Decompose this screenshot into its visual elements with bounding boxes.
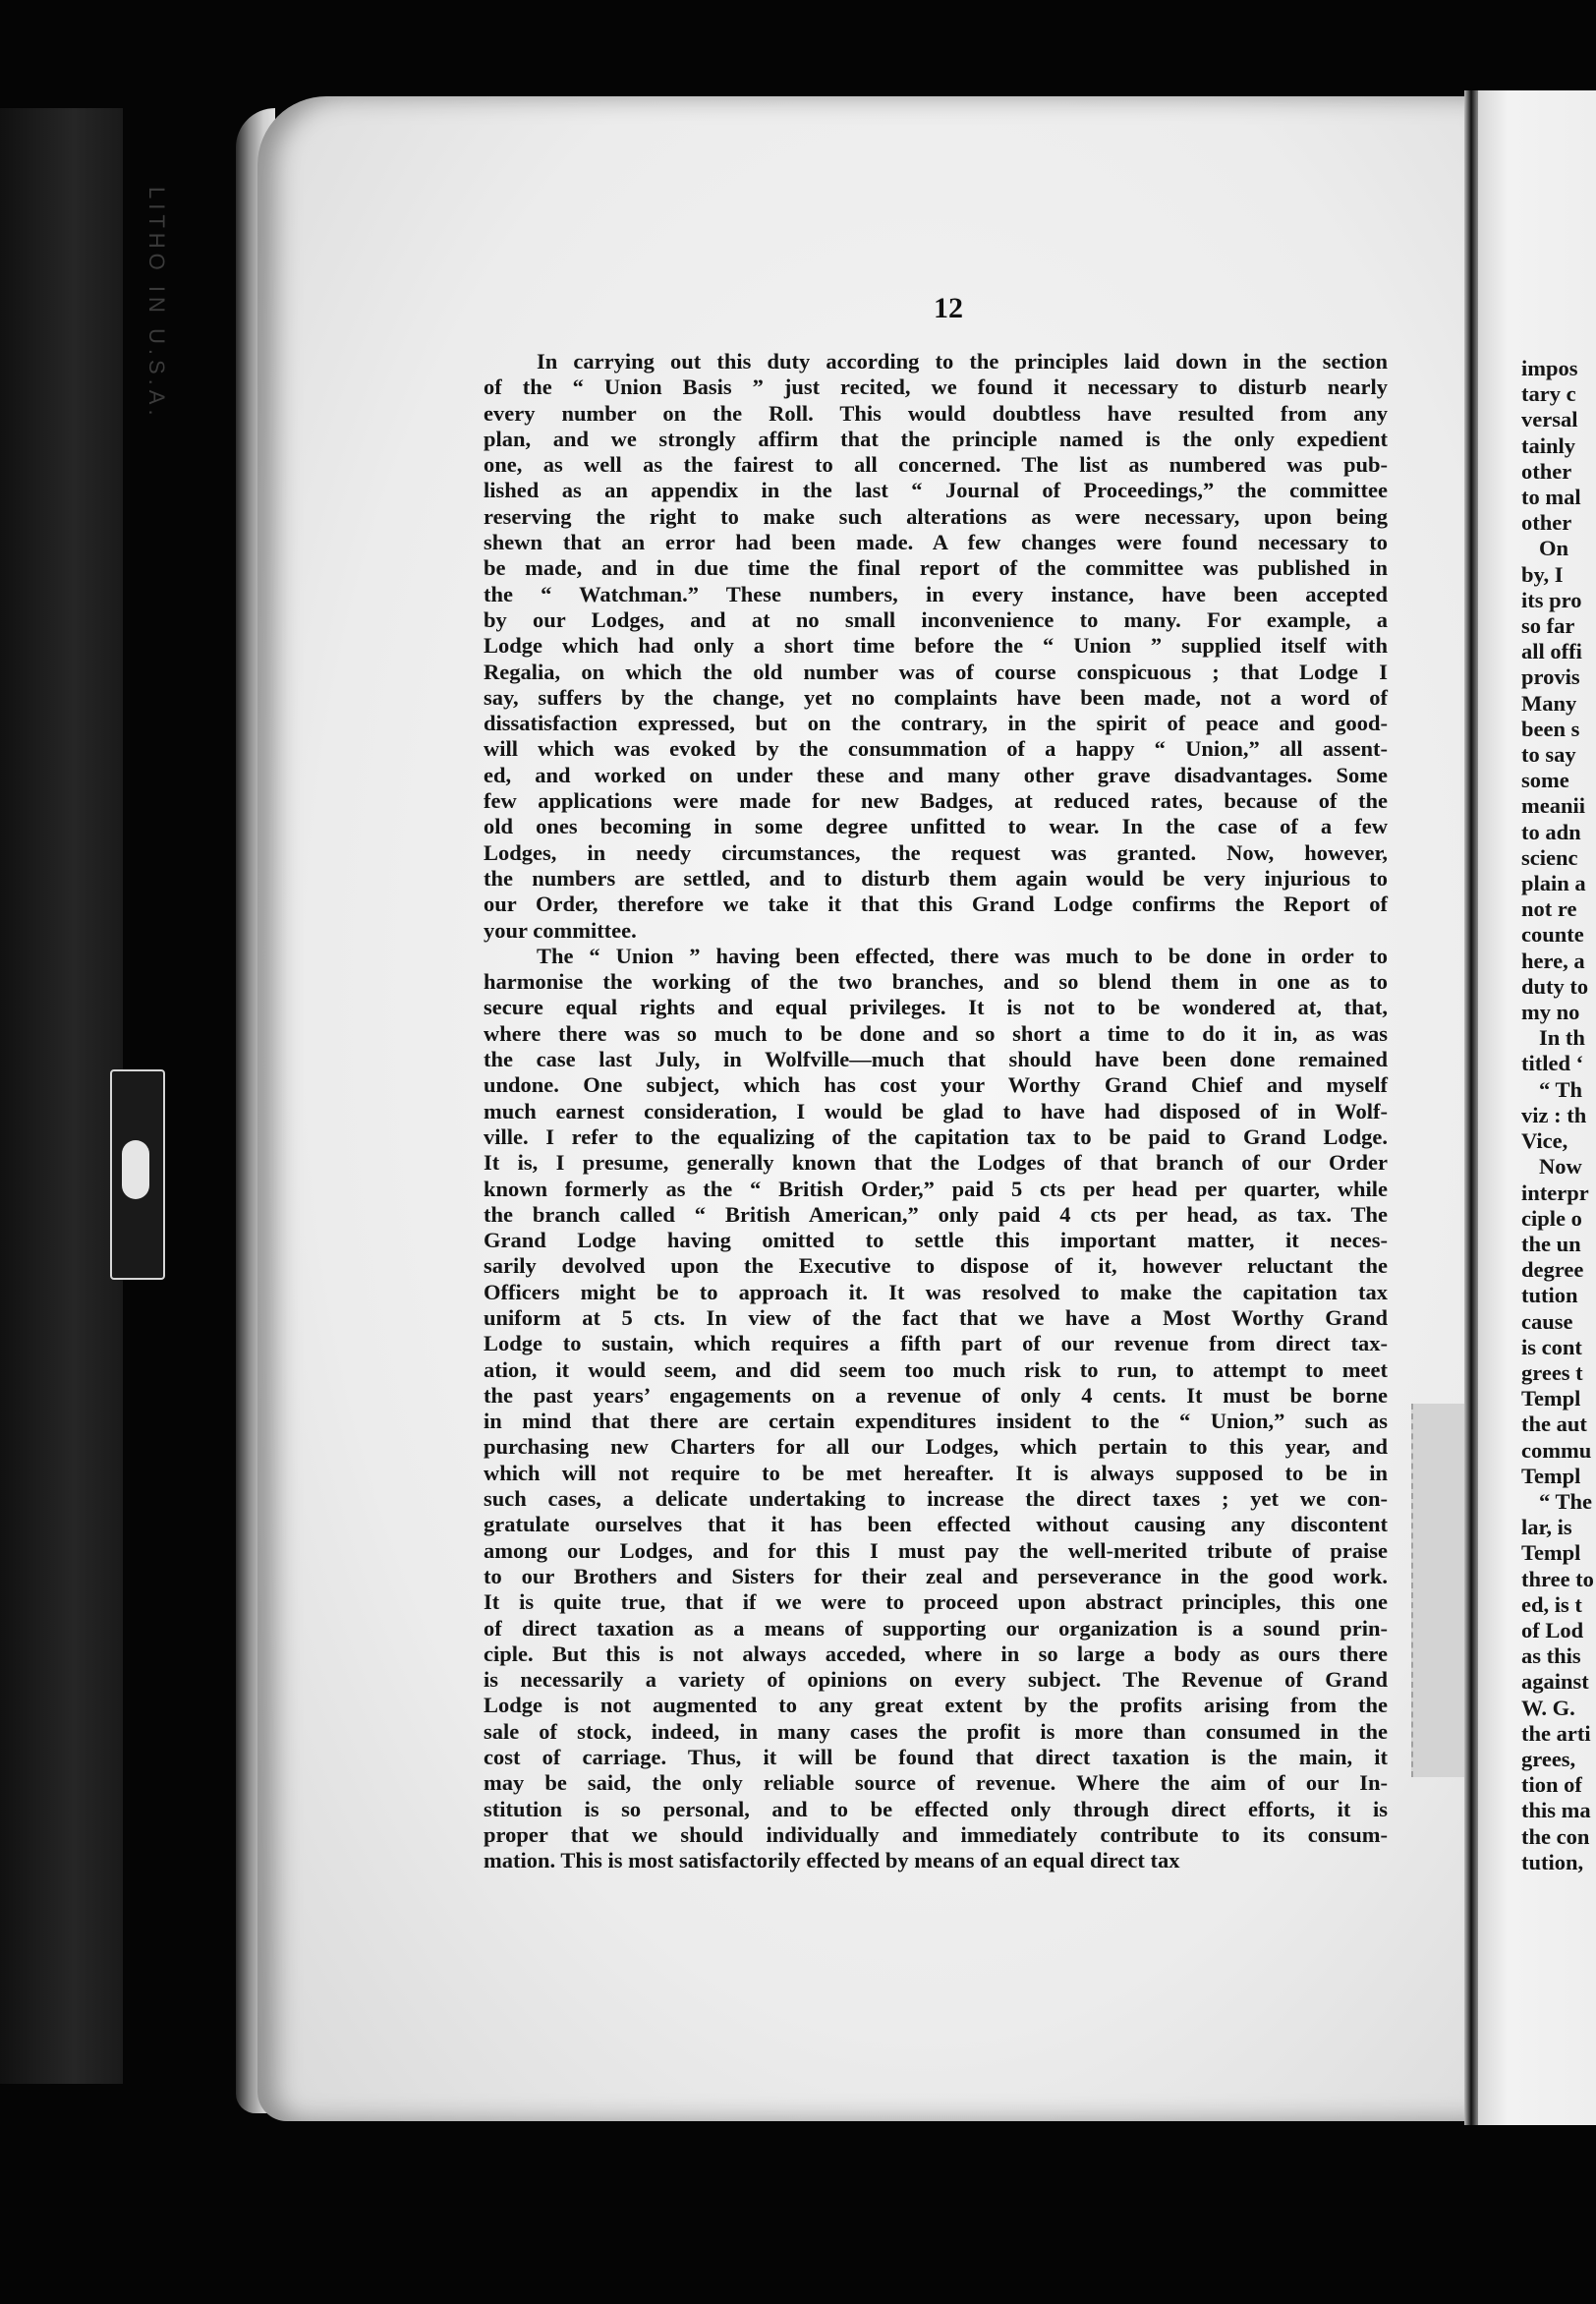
facing-page-line: the con	[1521, 1823, 1590, 1849]
facing-page-line: plain a	[1521, 871, 1586, 896]
facing-page-line: versal	[1521, 407, 1578, 432]
facing-page-line: scienc	[1521, 844, 1578, 870]
facing-page-line: Now	[1539, 1154, 1582, 1180]
text-line: the case last July, in Wolfville—much that should have been done remained	[484, 1047, 1388, 1072]
text-line: is necessarily a variety of opinions on every subject. The Revenue of Grand	[484, 1667, 1388, 1693]
text-line: The “ Union ” having been effected, there was much to be done in order to	[537, 943, 1388, 968]
text-line: stitution is so personal, and to be effected only through direct efforts, it is	[484, 1796, 1388, 1821]
text-line: plan, and we strongly affirm that the principle named is the only expedient	[484, 426, 1388, 451]
facing-page-line: commu	[1521, 1437, 1592, 1463]
facing-page-line: ciple o	[1521, 1205, 1582, 1231]
facing-page-line: meanii	[1521, 793, 1585, 819]
facing-page-line: W. G.	[1521, 1695, 1575, 1720]
text-line: harmonise the working of the two branches, and so blend them in one as to	[484, 969, 1388, 995]
facing-page-line: viz : th	[1521, 1102, 1587, 1127]
facing-page-line: tution,	[1521, 1849, 1584, 1874]
text-line: will which was evoked by the consummation of a happy “ Union,” all assent-	[484, 736, 1388, 762]
text-line: Lodges, in needy circumstances, the request was granted. Now, however,	[484, 839, 1388, 865]
text-line: cost of carriage. Thus, it will be found that direct taxation is the main, it	[484, 1745, 1388, 1770]
text-line: purchasing new Charters for all our Lodges, which pertain to this year, and	[484, 1434, 1388, 1460]
facing-page-line: grees t	[1521, 1359, 1583, 1385]
text-line: in mind that there are certain expenditures insident to the “ Union,” such as	[484, 1409, 1388, 1434]
text-line: say, suffers by the change, yet no complaints have been made, not a word of	[484, 684, 1388, 710]
text-line: ation, it would seem, and did seem too much risk to run, to attempt to meet	[484, 1356, 1388, 1382]
text-line: the “ Watchman.” These numbers, in every instance, have been accepted	[484, 581, 1388, 606]
text-line: the numbers are settled, and to disturb them again would be very injurious to	[484, 865, 1388, 891]
facing-page-line: provis	[1521, 664, 1580, 690]
text-line: our Order, therefore we take it that this Grand Lodge confirms the Report of	[484, 892, 1388, 917]
paragraph	[484, 349, 1388, 944]
margin-strip-text: LITHO IN U.S.A.	[144, 187, 169, 421]
facing-page-line: not re	[1521, 896, 1577, 922]
text-line: In carrying out this duty according to the principles laid down in the section	[537, 349, 1388, 374]
text-line: secure equal rights and equal privileges. It is not to be wondered at, that,	[484, 995, 1388, 1020]
facing-page-line: here, a	[1521, 948, 1585, 973]
facing-page-line: the un	[1521, 1231, 1581, 1256]
facing-page-line: the aut	[1521, 1411, 1587, 1437]
facing-page-line: Templ	[1521, 1540, 1581, 1566]
text-line: reserving the right to make such alterations as were necessary, upon being	[484, 503, 1388, 529]
facing-page-line: to adn	[1521, 819, 1581, 844]
text-line: by our Lodges, and at no small inconvenience to many. For example, a	[484, 606, 1388, 632]
facing-page-text	[1521, 356, 1596, 1875]
facing-page-line: grees,	[1521, 1746, 1576, 1771]
text-line: every number on the Roll. This would doubtless have resulted from any	[484, 400, 1388, 426]
text-line: be made, and in due time the final report of the committee was published in	[484, 555, 1388, 581]
text-line: ciple. But this is not always acceded, where in so large a body as ours there	[484, 1641, 1388, 1666]
text-line: It is quite true, that if we were to proceed upon abstract principles, this one	[484, 1589, 1388, 1615]
text-line: the past years’ engagements on a revenue of only 4 cents. It must be borne	[484, 1382, 1388, 1408]
text-line: Officers might be to approach it. It was resolved to make the capitation tax	[484, 1279, 1388, 1304]
book-gutter	[1464, 90, 1478, 2125]
facing-page-line: my no	[1521, 1000, 1580, 1025]
facing-page-line: In th	[1539, 1025, 1585, 1051]
text-line: much earnest consideration, I would be glad to have had disposed of in Wolf-	[484, 1098, 1388, 1123]
text-line: Grand Lodge having omitted to settle this important matter, it neces-	[484, 1228, 1388, 1253]
facing-page-line: On	[1539, 536, 1569, 561]
facing-page-line: Many	[1521, 690, 1577, 716]
text-line: where there was so much to be done and so short a time to do it in, as was	[484, 1020, 1388, 1046]
text-line: the branch called “ British American,” only paid 4 cts per head, as tax. The	[484, 1201, 1388, 1227]
text-line: ville. I refer to the equalizing of the capitation tax to be paid to Grand Lodge.	[484, 1123, 1388, 1149]
facing-page-line: some	[1521, 768, 1569, 793]
facing-page-line: cause	[1521, 1308, 1573, 1334]
facing-page-line: Vice,	[1521, 1128, 1568, 1154]
text-line: Lodge which had only a short time before the “ Union ” supplied itself with	[484, 633, 1388, 659]
scan-background-band	[0, 108, 123, 2084]
text-line: of the “ Union Basis ” just recited, we found it necessary to disturb nearly	[484, 374, 1388, 400]
text-line: Regalia, on which the old number was of course conspicuous ; that Lodge I	[484, 659, 1388, 684]
text-line: sarily devolved upon the Executive to dispose of it, however reluctant the	[484, 1253, 1388, 1279]
text-line: Lodge to sustain, which requires a fifth part of our revenue from direct tax-	[484, 1331, 1388, 1356]
text-line: of direct taxation as a means of supporting our organization is a sound prin-	[484, 1615, 1388, 1641]
text-line: old ones becoming in some degree unfitted to wear. In the case of a few	[484, 814, 1388, 839]
page-number: 12	[934, 292, 963, 324]
text-line: may be said, the only reliable source of revenue. Where the aim of our In-	[484, 1770, 1388, 1796]
facing-page-line: its pro	[1521, 587, 1582, 612]
facing-page-line: three to	[1521, 1566, 1594, 1591]
facing-page-line: the arti	[1521, 1720, 1591, 1746]
facing-page-line: by, I	[1521, 561, 1564, 587]
page-tear	[1411, 1404, 1468, 1777]
facing-page-line: this ma	[1521, 1798, 1591, 1823]
text-line: mation. This is most satisfactorily effected by means of an equal direct tax	[484, 1848, 1180, 1873]
text-line: uniform at 5 cts. In view of the fact that we have a Most Worthy Grand	[484, 1304, 1388, 1330]
text-line: your committee.	[484, 917, 637, 943]
text-line: known formerly as the “ British Order,” paid 5 cts per head per quarter, while	[484, 1176, 1388, 1201]
facing-page-line: duty to	[1521, 973, 1589, 999]
facing-page-line: tainly	[1521, 432, 1576, 458]
text-line: sale of stock, indeed, in many cases the profit is more than consumed in the	[484, 1718, 1388, 1744]
text-line: to our Brothers and Sisters for their zeal and perseverance in the good work.	[484, 1563, 1388, 1588]
facing-page-line: impos	[1521, 356, 1578, 380]
facing-page-line: ed, is t	[1521, 1591, 1582, 1617]
text-line: lished as an appendix in the last “ Journal of Proceedings,” the committee	[484, 478, 1388, 503]
text-line: undone. One subject, which has cost your Worthy Grand Chief and myself	[484, 1072, 1388, 1098]
facing-page-line: tion of	[1521, 1772, 1582, 1798]
facing-page-line: all offi	[1521, 639, 1582, 664]
facing-page-line: of Lod	[1521, 1617, 1584, 1642]
facing-page-line: “ Th	[1539, 1076, 1582, 1102]
text-line: It is, I presume, generally known that the Lodges of that branch of our Order	[484, 1150, 1388, 1176]
text-line: which will not require to be met hereafter. It is always supposed to be in	[484, 1460, 1388, 1485]
text-line: proper that we should individually and immediately contribute to its consum-	[484, 1821, 1388, 1847]
facing-page-line: other	[1521, 510, 1572, 536]
film-holder-tab	[110, 1069, 165, 1280]
text-line: Lodge is not augmented to any great extent by the profits arising from the	[484, 1693, 1388, 1718]
text-line: ed, and worked on under these and many other grave disadvantages. Some	[484, 762, 1388, 787]
facing-page-line: been s	[1521, 716, 1580, 741]
facing-page-line: interpr	[1521, 1180, 1589, 1205]
body-text	[484, 349, 1388, 1874]
facing-page-line: to mal	[1521, 485, 1581, 510]
facing-page-line: as this	[1521, 1643, 1581, 1669]
facing-page-line: counte	[1521, 922, 1584, 948]
facing-page-line: so far	[1521, 613, 1575, 639]
text-line: few applications were made for new Badges, at reduced rates, because of the	[484, 788, 1388, 814]
text-line: shewn that an error had been made. A few changes were found necessary to	[484, 530, 1388, 555]
paragraph	[484, 944, 1388, 1874]
facing-page-line: tary c	[1521, 381, 1576, 407]
facing-page-line: to say	[1521, 742, 1576, 768]
facing-page-line: lar, is	[1521, 1515, 1572, 1540]
facing-page-line: against	[1521, 1669, 1589, 1695]
facing-page-line: “ The	[1539, 1488, 1592, 1514]
text-line: gratulate ourselves that it has been effected without causing any discontent	[484, 1512, 1388, 1537]
text-line: among our Lodges, and for this I must pay the well-merited tribute of praise	[484, 1537, 1388, 1563]
text-line: such cases, a delicate undertaking to increase the direct taxes ; yet we con-	[484, 1486, 1388, 1512]
facing-page-line: other	[1521, 458, 1572, 484]
facing-page-line: titled ‘	[1521, 1051, 1584, 1076]
facing-page-line: Templ	[1521, 1463, 1581, 1488]
facing-page-line: degree	[1521, 1257, 1584, 1283]
facing-page-line: is cont	[1521, 1334, 1582, 1359]
text-line: one, as well as the fairest to all concerned. The list as numbered was pub-	[484, 452, 1388, 478]
facing-page-line: Templ	[1521, 1386, 1581, 1411]
facing-page-line: tution	[1521, 1283, 1578, 1308]
text-line: dissatisfaction expressed, but on the contrary, in the spirit of peace and good-	[484, 711, 1388, 736]
